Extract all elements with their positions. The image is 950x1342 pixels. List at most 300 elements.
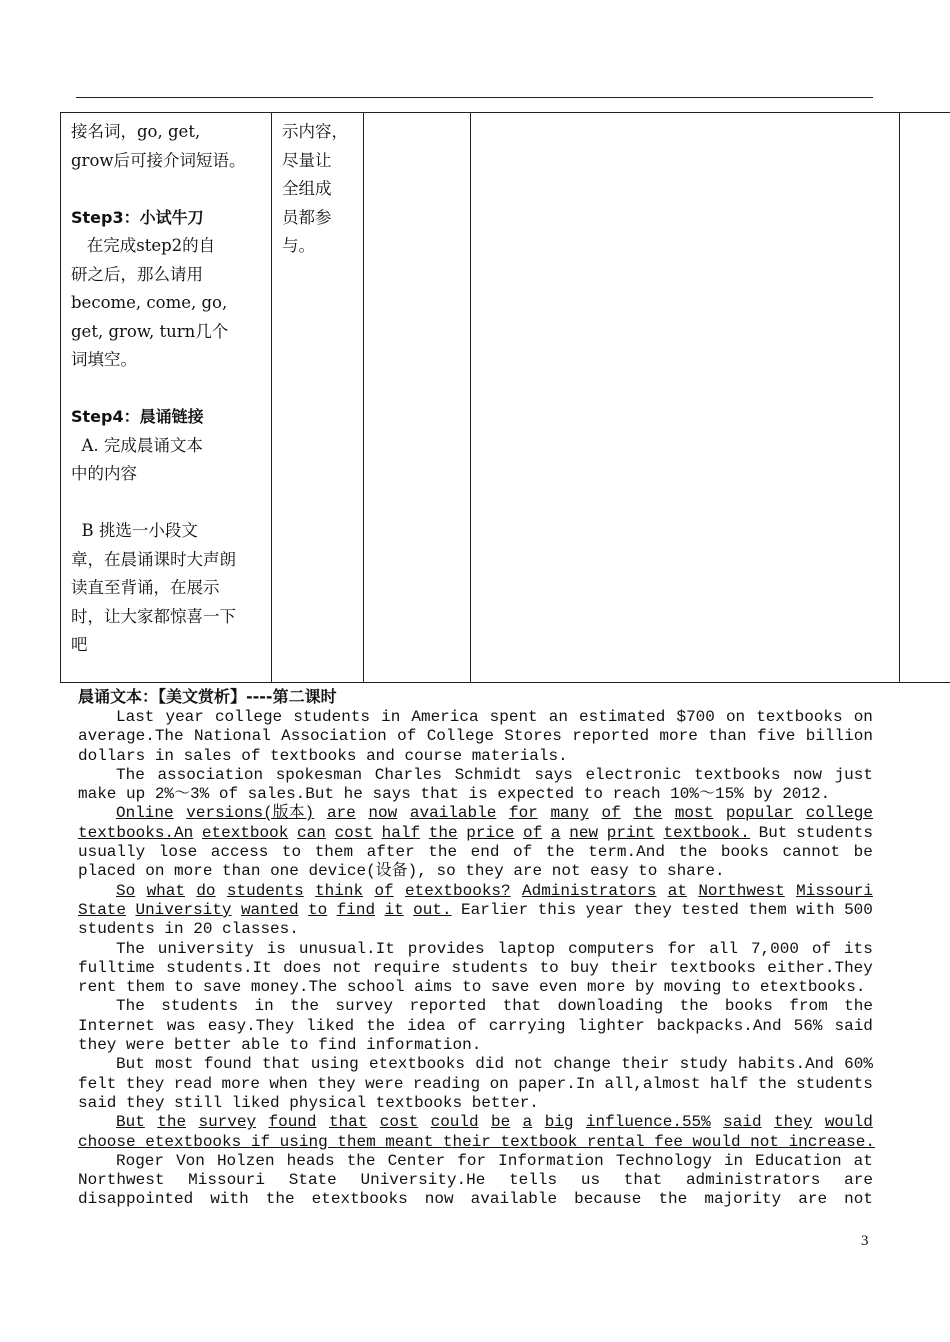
reading-word: liked <box>231 1093 290 1112</box>
reading-word: Charles <box>374 765 442 784</box>
reading-word: said <box>723 1113 762 1132</box>
reading-word: in <box>254 997 274 1016</box>
reading-word: of <box>218 785 248 804</box>
reading-word: save <box>490 978 539 997</box>
reading-word: physical <box>289 1093 376 1112</box>
reading-word: 500 <box>844 900 873 919</box>
reading-word: students <box>796 1074 873 1093</box>
cell-text-line: 在完成step2的自 <box>71 236 216 255</box>
reading-word: to <box>583 785 613 804</box>
reading-word: 60% <box>844 1055 873 1074</box>
reading-word: many <box>550 804 589 823</box>
reading-word: said <box>834 1016 873 1035</box>
reading-word: etextbooks <box>368 1055 465 1074</box>
reading-word: would <box>824 1113 873 1132</box>
reading-word: and <box>366 746 405 765</box>
page-number: 3 <box>861 1233 869 1249</box>
cell-text-line: 示内容， <box>282 122 348 141</box>
reading-word: said <box>78 1093 127 1112</box>
reading-word: spokesman <box>275 765 363 784</box>
reading-word: most <box>155 1055 194 1074</box>
reading-word: easy <box>590 862 639 881</box>
reading-word: But <box>116 1113 145 1132</box>
reading-word: books <box>724 997 773 1016</box>
reading-word: textbook. <box>663 823 750 842</box>
reading-word: half <box>381 823 421 842</box>
reading-word: not <box>332 958 362 977</box>
reading-line <box>78 1036 873 1055</box>
reading-word: the <box>290 997 319 1016</box>
column-divider <box>271 113 272 682</box>
reading-word: more <box>659 727 698 746</box>
reading-word: electronic <box>585 765 682 784</box>
reading-word: textbooks <box>270 746 367 765</box>
reading-word: they <box>317 1074 356 1093</box>
reading-word: reported <box>409 997 487 1016</box>
reading-word: not <box>844 1190 873 1209</box>
reading-word: on <box>145 862 175 881</box>
reading-word: year <box>585 900 624 919</box>
reading-word: backpacks.And <box>656 1016 782 1035</box>
reading-word: sales.But <box>247 785 344 804</box>
reading-word: students <box>293 708 371 726</box>
reading-word: that <box>328 1113 368 1132</box>
reading-word: by <box>634 978 664 997</box>
reading-word: they <box>125 1074 165 1093</box>
reading-word: the <box>428 843 458 862</box>
reading-word: The <box>116 765 145 784</box>
reading-word: not <box>551 862 591 881</box>
reading-line <box>78 901 873 920</box>
reading-word: end <box>470 843 500 862</box>
reading-word: them <box>337 1132 386 1151</box>
reading-word: tells <box>509 1171 558 1190</box>
reading-word: 10%～15% <box>670 785 754 804</box>
reading-word: wanted <box>240 900 299 919</box>
reading-word: State <box>288 1171 337 1190</box>
reading-word: with <box>796 900 835 919</box>
reading-word: share. <box>666 862 725 881</box>
reading-word: using <box>279 1132 338 1151</box>
reading-word: textbooks <box>756 708 843 726</box>
reading-word: Administrators <box>521 881 657 900</box>
reading-word: the <box>545 843 575 862</box>
reading-word: they <box>774 1113 813 1132</box>
cell-text-line <box>71 375 246 404</box>
reading-word: lose <box>158 843 198 862</box>
reading-word: for <box>457 1151 487 1170</box>
reading-word: carrying <box>488 1016 566 1035</box>
reading-word: so <box>436 862 466 881</box>
reading-word: than <box>708 727 747 746</box>
reading-word: them <box>126 978 175 997</box>
reading-word: find <box>336 900 376 919</box>
reading-word: university <box>157 939 254 958</box>
reading-word: the <box>346 1151 376 1170</box>
reading-word: says <box>372 785 421 804</box>
reading-word: available <box>470 1190 558 1209</box>
reading-word: the <box>633 804 663 823</box>
reading-word: what <box>146 881 185 900</box>
reading-word: State <box>78 900 127 919</box>
cell-text-line <box>71 175 246 204</box>
reading-word: just <box>834 765 873 784</box>
cell-text-line: B 挑选一小段文 <box>71 521 198 540</box>
reading-word: save <box>202 978 251 997</box>
cell-text-line: 研之后，那么请用 <box>71 264 203 284</box>
reading-word: 7,000 <box>750 939 799 958</box>
reading-word: them <box>748 900 787 919</box>
reading-word: the <box>366 1016 395 1035</box>
cell-text-line: 尽量让 <box>282 150 332 170</box>
reading-word: 2012. <box>782 785 831 804</box>
reading-line <box>78 959 873 978</box>
reading-word: can <box>297 823 326 842</box>
reading-word: of <box>601 804 621 823</box>
reading-line <box>78 882 873 901</box>
reading-word: its <box>844 939 873 958</box>
reading-word: to <box>638 862 667 881</box>
reading-word: are <box>513 862 552 881</box>
reading-word: So <box>116 881 136 900</box>
reading-word: tested <box>681 900 739 919</box>
reading-word: Online <box>116 804 174 823</box>
reading-word: popular <box>725 804 794 823</box>
reading-word: books <box>720 843 769 862</box>
reading-word: found <box>203 1055 252 1074</box>
reading-word: Center <box>387 1151 446 1170</box>
reading-word: at <box>667 881 687 900</box>
reading-word: Association <box>281 727 387 746</box>
reading-word: to <box>281 843 302 862</box>
reading-word: etextbooks <box>145 1132 251 1151</box>
reading-word: provides <box>407 939 485 958</box>
reading-word: could <box>430 1113 479 1132</box>
reading-word: cannot <box>782 843 841 862</box>
reading-word: not <box>750 1132 789 1151</box>
reading-word: big <box>544 1113 574 1132</box>
reading-word: the <box>679 997 709 1016</box>
reading-word: information. <box>366 1036 482 1055</box>
reading-word: new <box>569 823 599 842</box>
reading-word: not <box>514 1055 544 1074</box>
column-divider <box>899 113 900 682</box>
reading-line <box>78 920 873 939</box>
reading-word: the <box>157 1113 187 1132</box>
reading-word: aims <box>414 978 463 997</box>
reading-word: they <box>126 1093 175 1112</box>
reading-word: But <box>116 1055 145 1074</box>
reading-word: Roger <box>116 1151 165 1170</box>
reading-word: now <box>368 804 398 823</box>
reading-word: in <box>164 920 194 939</box>
cell-text-line: 词填空。 <box>71 350 137 369</box>
reading-line <box>78 785 873 804</box>
reading-word: Last <box>116 708 155 726</box>
reading-word: were <box>365 1074 404 1093</box>
reading-word: change <box>553 1055 612 1074</box>
reading-word: when <box>269 1074 308 1093</box>
reading-word: 20 <box>193 920 223 939</box>
reading-word: Northwest <box>698 881 785 900</box>
reading-word: Stores <box>504 727 562 746</box>
reading-word: meant <box>385 1132 443 1151</box>
reading-word: is <box>468 785 498 804</box>
reading-word: computers <box>568 939 655 958</box>
reading-word: print <box>606 823 655 842</box>
reading-line <box>78 708 873 727</box>
reading-word: the <box>658 1190 688 1209</box>
reading-word: up <box>126 785 155 804</box>
reading-word: find <box>318 1036 367 1055</box>
reading-word: Internet <box>78 1016 155 1035</box>
reading-word: all,almost <box>604 1074 701 1093</box>
reading-word: of <box>374 881 394 900</box>
reading-word: five <box>756 727 796 746</box>
reading-word: still <box>174 1093 232 1112</box>
reading-word: average.The <box>78 727 184 746</box>
reading-word: students <box>226 881 304 900</box>
reading-word: device(设备), <box>308 862 437 881</box>
header-rule <box>76 97 873 98</box>
reading-word: us <box>580 1171 601 1190</box>
reading-word: rent <box>78 978 127 997</box>
reading-word: are <box>798 1190 828 1209</box>
reading-word: fee <box>654 1132 693 1151</box>
reading-word: felt <box>78 1074 117 1093</box>
reading-word: in <box>723 1151 744 1170</box>
reading-word: textbooks <box>375 1093 472 1112</box>
reading-word: better. <box>471 1093 539 1112</box>
reading-word: that <box>262 1055 301 1074</box>
reading-word: they <box>465 862 514 881</box>
reading-word: a <box>522 1113 533 1132</box>
reading-word: them <box>314 843 354 862</box>
reading-word: etextbooks? <box>405 881 511 900</box>
reading-word: found <box>268 1113 317 1132</box>
reading-word: most <box>674 804 714 823</box>
reading-word: were <box>126 1036 175 1055</box>
cell-text-line: become, come, go, <box>71 293 228 312</box>
reading-word: of <box>523 823 543 842</box>
reading-word: to <box>462 978 491 997</box>
column-divider <box>470 113 471 682</box>
reading-word: The <box>116 939 145 958</box>
reading-word: if <box>250 1132 280 1151</box>
reading-word: the <box>265 1190 295 1209</box>
reading-line <box>78 978 873 997</box>
reading-word: more <box>174 862 223 881</box>
reading-word: to <box>174 978 203 997</box>
reading-word: increase. <box>788 1132 875 1151</box>
reading-word: of <box>397 727 417 746</box>
reading-word: textbook <box>500 1132 587 1151</box>
reading-line <box>78 862 873 881</box>
reading-word: the <box>678 843 708 862</box>
reading-word: half <box>709 1074 749 1093</box>
reading-word: association <box>157 765 264 784</box>
reading-word: did <box>475 1055 505 1074</box>
reading-word: etextbooks <box>311 1190 408 1209</box>
reading-word: the <box>844 997 873 1016</box>
reading-word: of <box>512 843 533 862</box>
reading-word: on <box>489 1074 509 1093</box>
reading-word: says <box>534 765 573 784</box>
reading-word: that <box>623 1171 663 1190</box>
cell-text-line: get, grow, turn几个 <box>71 321 229 341</box>
step-heading: Step4：晨诵链接 <box>71 407 204 426</box>
reading-word: reach <box>612 785 671 804</box>
cell-text-line: 员都参 <box>282 207 332 227</box>
reading-word: is <box>266 939 286 958</box>
reading-line <box>78 1171 873 1190</box>
cell-text-line: 读直至背诵，在展示 <box>71 578 220 597</box>
reading-word: Information <box>498 1151 604 1170</box>
reading-word: to <box>731 978 760 997</box>
reading-word: more <box>586 978 635 997</box>
reading-word: study <box>679 1055 728 1074</box>
reading-word: on <box>725 708 746 726</box>
reading-word: of <box>241 746 271 765</box>
reading-word: influence.55% <box>585 1113 711 1132</box>
reading-word: he <box>343 785 373 804</box>
reading-word: laptop <box>497 939 556 958</box>
reading-word: University <box>135 900 232 919</box>
reading-word: National <box>193 727 271 746</box>
reading-word: cost <box>379 1113 419 1132</box>
reading-word: Earlier <box>461 900 529 919</box>
reading-word: out. <box>413 900 452 919</box>
reading-word: term.And <box>588 843 665 862</box>
reading-word: cost <box>334 823 373 842</box>
reading-word: habits.And <box>737 1055 834 1074</box>
reading-word: Missouri <box>188 1171 265 1190</box>
reading-word: heads <box>286 1151 335 1170</box>
reading-word: they <box>633 900 672 919</box>
reading-word: survey <box>335 997 393 1016</box>
reading-word: Missouri <box>796 881 873 900</box>
reading-word: lighter <box>577 1016 645 1035</box>
step-heading: Step3：小试牛刀 <box>71 207 204 227</box>
reading-word: course <box>404 746 472 765</box>
reading-word: with <box>210 1190 249 1209</box>
reading-word: this <box>537 900 577 919</box>
reading-word: available <box>409 804 497 823</box>
reading-word: from <box>789 997 828 1016</box>
reading-word: to <box>539 958 559 977</box>
reading-line <box>78 940 873 959</box>
reading-word: University.He <box>360 1171 486 1190</box>
reading-word: either.They <box>767 958 873 977</box>
reading-word: downloading <box>557 997 664 1016</box>
reading-word: moving <box>663 978 731 997</box>
reading-word: more <box>221 1074 260 1093</box>
cell-text-line: A. 完成晨诵文本 <box>71 435 203 455</box>
reading-word: Schmidt <box>454 765 522 784</box>
reading-word: choose <box>78 1132 146 1151</box>
reading-line <box>78 1094 873 1113</box>
reading-word: be <box>853 843 873 862</box>
reading-word: students <box>78 920 165 939</box>
reading-word: 56% <box>793 1016 823 1035</box>
column-divider <box>363 113 364 682</box>
reading-word: rental <box>586 1132 655 1151</box>
reading-word: expected <box>497 785 584 804</box>
reading-line <box>78 1152 873 1171</box>
reading-word: usually <box>78 843 146 862</box>
reading-word: that <box>502 997 542 1016</box>
reading-word: for <box>667 939 697 958</box>
reading-word: Education <box>755 1151 842 1170</box>
reading-word: are <box>326 804 356 823</box>
reading-word: do <box>196 881 216 900</box>
reading-word: But <box>758 823 788 842</box>
reading-line <box>78 824 873 843</box>
reading-word: require <box>372 958 441 977</box>
reading-word: students.It <box>166 958 272 977</box>
reading-word: the <box>428 823 458 842</box>
reading-word: for <box>508 804 538 823</box>
reading-line <box>78 1075 873 1094</box>
reading-word: classes. <box>222 920 299 939</box>
reading-line <box>78 727 873 746</box>
reading-word: now <box>793 765 822 784</box>
reading-line <box>78 997 873 1016</box>
reading-word: money.The <box>250 978 347 997</box>
reading-word: make <box>78 785 127 804</box>
cell-text-line: 全组成 <box>282 179 332 198</box>
reading-word: liked <box>306 1016 355 1035</box>
reading-word: college <box>214 708 283 726</box>
reading-word: dollars <box>78 746 155 765</box>
reading-word: at <box>853 1151 873 1170</box>
cell-text-line: 时，让大家都惊喜一下 <box>71 606 236 626</box>
reading-word: in <box>154 746 184 765</box>
reading-word: because <box>574 1190 642 1209</box>
reading-word: better <box>174 1036 242 1055</box>
reading-word: their <box>621 1055 670 1074</box>
reading-word: than <box>222 862 271 881</box>
reading-word: their <box>610 958 659 977</box>
reading-word: year <box>165 708 204 726</box>
reading-word: the <box>757 1074 787 1093</box>
reading-word: The <box>116 997 145 1016</box>
reading-word: textbooks <box>669 958 756 977</box>
reading-word: idea <box>407 1016 446 1035</box>
reading-word: are <box>844 1171 873 1190</box>
reading-word: buy <box>570 958 599 977</box>
reading-word: materials. <box>471 746 568 765</box>
reading-word: on <box>853 708 873 726</box>
reading-word: textbooks <box>694 765 781 784</box>
reading-line <box>78 766 873 785</box>
reading-word: an <box>548 708 568 726</box>
reading-word: reported <box>572 727 650 746</box>
reading-word: price <box>466 823 515 842</box>
reading-word: of <box>811 939 832 958</box>
reading-word: College <box>426 727 494 746</box>
reading-word: able <box>241 1036 290 1055</box>
reading-word: etextbooks. <box>759 978 866 997</box>
activity-steps-cell <box>71 118 246 660</box>
reading-word: billion <box>805 727 873 746</box>
reading-word: think <box>315 881 364 900</box>
reading-word: does <box>283 958 322 977</box>
cell-text-line: grow后可接介词短语。 <box>71 150 246 170</box>
reading-word: spent <box>489 708 538 726</box>
reading-line <box>78 1113 873 1132</box>
cell-text-line: 与。 <box>282 236 315 255</box>
